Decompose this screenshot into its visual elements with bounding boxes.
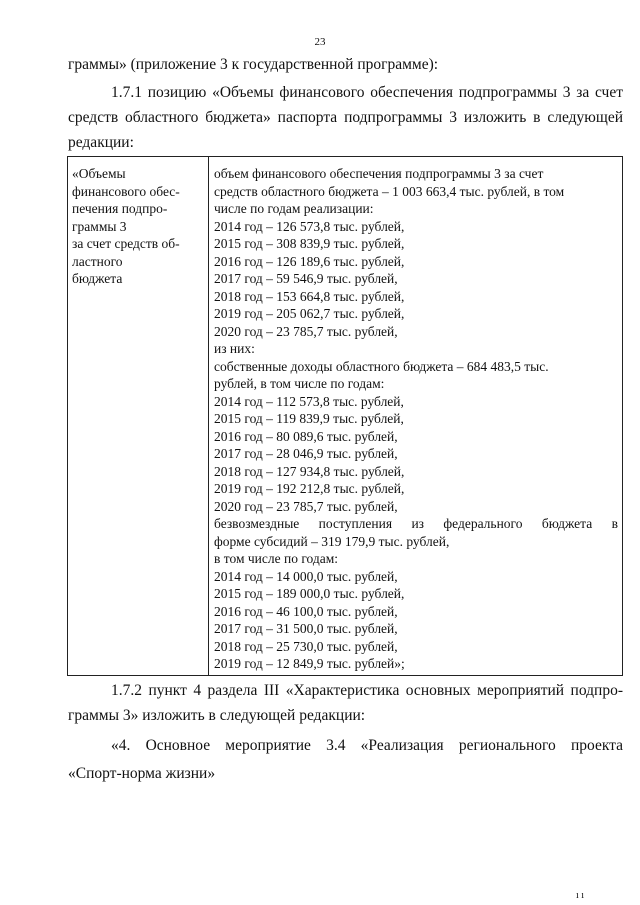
item-172-line2: граммы 3» изложить в следующей редакции: — [68, 707, 366, 724]
table-right-line: 2014 год – 112 573,8 тыс. рублей, — [214, 393, 404, 409]
table-right-line: 2017 год – 31 500,0 тыс. рублей, — [214, 621, 398, 636]
table-right-line: объем финансового обеспечения подпрограммы 3 за счет — [214, 166, 544, 181]
table-column-divider — [208, 157, 209, 675]
table-right-line: 2019 год – 12 849,9 тыс. рублей»; — [214, 656, 405, 671]
table-right-line: безвозмездные поступления из федерального бюджета в — [214, 516, 618, 531]
table-right-cell — [214, 165, 618, 673]
table-left-line: бюджета — [72, 271, 123, 286]
table-left-cell — [72, 165, 206, 288]
table-right-line: 2014 год – 126 573,8 тыс. рублей, — [214, 218, 405, 234]
table-right-line: 2017 год – 59 546,9 тыс. рублей, — [214, 271, 398, 286]
table-left-line: «Объемы — [72, 166, 126, 181]
table-right-line: 2018 год – 25 730,0 тыс. рублей, — [214, 638, 398, 654]
table-right-line: из них: — [214, 341, 255, 356]
table-right-line: 2015 год – 308 839,9 тыс. рублей, — [214, 236, 405, 251]
item-171-line1: 1.7.1 позицию «Объемы финансового обеспечения подпрограммы 3 за счет — [111, 84, 623, 101]
table-right-line: 2018 год – 127 934,8 тыс. рублей, — [214, 463, 405, 479]
table-right-line: 2016 год – 46 100,0 тыс. рублей, — [214, 603, 398, 619]
table-right-line: 2019 год – 205 062,7 тыс. рублей, — [214, 306, 405, 321]
footer-mark: ı ı — [575, 890, 584, 901]
table-right-line: в том числе по годам: — [214, 551, 339, 566]
page-number: 23 — [314, 36, 326, 48]
item-4-line2: «Спорт-норма жизни» — [68, 765, 216, 782]
table-right-line: 2015 год – 119 839,9 тыс. рублей, — [214, 411, 404, 426]
table-left-line: граммы 3 — [72, 218, 127, 234]
table-left-line: за счет средств об- — [72, 236, 180, 251]
item-172-line1: 1.7.2 пункт 4 раздела III «Характеристика основных мероприятий подпро- — [111, 682, 623, 699]
intro-line: граммы» (приложение 3 к государственной программе): — [68, 56, 439, 73]
table-right-line: 2016 год – 80 089,6 тыс. рублей, — [214, 428, 398, 444]
table-right-line: 2019 год – 192 212,8 тыс. рублей, — [214, 481, 405, 496]
item-171-line2: средств областного бюджета» паспорта подпрограммы 3 изложить в следующей — [68, 109, 623, 126]
item-4-line1: «4. Основное мероприятие 3.4 «Реализация регионального проекта — [111, 737, 623, 754]
table-right-line: средств областного бюджета – 1 003 663,4 тыс. рублей, в том — [214, 183, 565, 199]
table-right-line: 2017 год – 28 046,9 тыс. рублей, — [214, 446, 398, 461]
table-right-line: 2020 год – 23 785,7 тыс. рублей, — [214, 323, 398, 339]
table-right-line: 2016 год – 126 189,6 тыс. рублей, — [214, 253, 405, 269]
funding-table — [67, 156, 623, 676]
table-right-line: форме субсидий – 319 179,9 тыс. рублей, — [214, 533, 450, 549]
table-left-line: финансового обес- — [72, 183, 180, 199]
table-right-line: числе по годам реализации: — [214, 201, 374, 216]
table-right-line: рублей, в том числе по годам: — [214, 376, 385, 391]
table-right-line: 2018 год – 153 664,8 тыс. рублей, — [214, 288, 405, 304]
table-right-line: 2015 год – 189 000,0 тыс. рублей, — [214, 586, 405, 601]
table-left-line: печения подпро- — [72, 201, 168, 216]
item-171-line3: редакции: — [68, 134, 134, 151]
table-left-line: ластного — [72, 253, 123, 269]
table-right-line: 2014 год – 14 000,0 тыс. рублей, — [214, 568, 398, 584]
table-right-line: 2020 год – 23 785,7 тыс. рублей, — [214, 498, 398, 514]
table-right-line: собственные доходы областного бюджета – 684 483,5 тыс. — [214, 358, 549, 374]
